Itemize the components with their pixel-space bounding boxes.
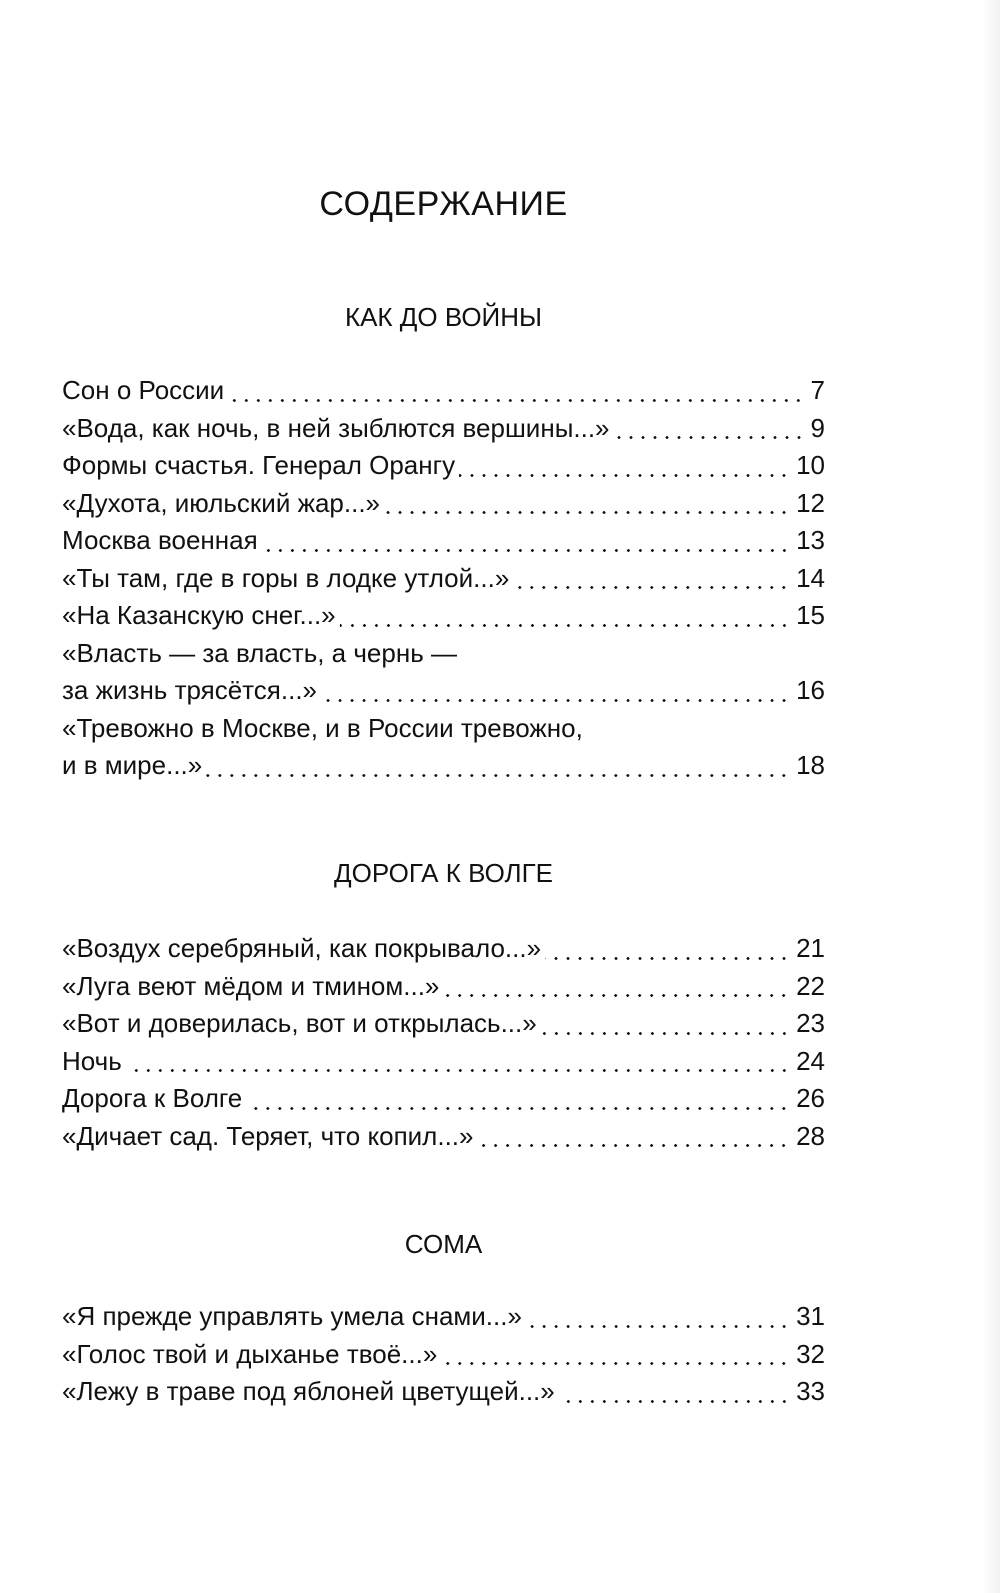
entry-title: Ночь (62, 1045, 122, 1076)
entry-title: Москва военная (62, 525, 258, 555)
dot-leader (262, 532, 790, 552)
entry-title: Формы счастья. Генерал Орангу (62, 450, 456, 480)
entry-page-number: 10 (796, 450, 825, 480)
toc-entry (62, 1336, 825, 1374)
dot-leader (441, 1345, 790, 1365)
section-heading-1: КАК ДО ВОЙНЫ (344, 302, 543, 332)
entry-title: «Воздух серебряный, как покрывало...» (62, 933, 542, 963)
entry-title: Сон о России (62, 375, 225, 405)
dot-leader (321, 682, 790, 702)
entry-page-number: 22 (796, 970, 825, 1001)
entry-page-number: 18 (796, 750, 825, 780)
toc-entry (62, 1080, 825, 1118)
section-heading-3: СОМА (404, 1229, 483, 1259)
dot-leader (541, 1015, 790, 1035)
dot-leader (459, 457, 790, 477)
entry-page-number: 33 (796, 1376, 825, 1406)
dot-leader (246, 1090, 790, 1110)
dot-leader (206, 757, 790, 777)
toc-entry (62, 560, 825, 598)
toc-entry (62, 968, 825, 1006)
entry-title: «Дичает сад. Теряет, что копил...» (62, 1120, 474, 1151)
dot-leader (228, 382, 804, 402)
toc-entry (62, 410, 825, 448)
entry-last-line (62, 672, 825, 710)
page-title: СОДЕРЖАНИЕ (319, 185, 568, 223)
toc-entry (62, 1005, 825, 1043)
entry-title: «Луга веют мёдом и тмином...» (62, 970, 440, 1001)
toc-entry (62, 930, 825, 968)
toc-entry (62, 485, 825, 523)
toc-entry (62, 1373, 825, 1411)
entry-page-number: 16 (796, 675, 825, 705)
entry-title-line-2: и в мире...» (62, 750, 203, 780)
entry-title-line-1: «Тревожно в Москве, и в России тревожно, (62, 712, 583, 743)
entry-title: «Ты там, где в горы в лодке утлой...» (62, 562, 510, 593)
toc-entry-multiline (62, 710, 825, 785)
entry-title: «Лежу в траве под яблоней цветущей...» (62, 1376, 555, 1406)
entry-page-number: 9 (810, 412, 825, 443)
section-heading-2: ДОРОГА К ВОЛГЕ (334, 858, 553, 888)
entry-title: «На Казанскую снег...» (62, 600, 336, 630)
entry-title-line-2: за жизнь трясётся...» (62, 675, 318, 705)
toc-entry-multiline (62, 635, 825, 710)
section-3-entries (62, 1298, 825, 1411)
entry-page-number: 26 (796, 1083, 825, 1113)
entry-page-number: 12 (796, 487, 825, 518)
entry-page-number: 7 (810, 375, 825, 405)
dot-leader (477, 1127, 790, 1147)
toc-entry (62, 522, 825, 560)
entry-page-number: 24 (796, 1045, 825, 1076)
toc-entry (62, 1118, 825, 1156)
entry-page-number: 15 (796, 600, 825, 630)
entry-page-number: 21 (796, 933, 825, 963)
toc-entry (62, 372, 825, 410)
dot-leader (443, 977, 790, 997)
dot-leader (126, 1052, 790, 1072)
toc-entry (62, 447, 825, 485)
dot-leader (384, 494, 790, 514)
entry-page-number: 31 (796, 1301, 825, 1331)
entry-page-number: 13 (796, 525, 825, 555)
dot-leader (614, 419, 805, 439)
dot-leader (513, 569, 790, 589)
toc-entry (62, 1298, 825, 1336)
entry-page-number: 23 (796, 1008, 825, 1038)
dot-leader (545, 940, 790, 960)
entry-page-number: 14 (796, 562, 825, 593)
toc-entry (62, 597, 825, 635)
toc-entry (62, 1043, 825, 1081)
entry-title: «Я прежде управлять умела снами...» (62, 1301, 522, 1331)
entry-title: «Вода, как ночь, в ней зыблются вершины...» (62, 412, 610, 443)
entry-title: «Вот и доверилась, вот и открылась...» (62, 1008, 537, 1038)
page-edge-shadow (982, 0, 1000, 1593)
dot-leader (526, 1308, 790, 1328)
entry-title: Дорога к Волге (62, 1083, 243, 1113)
dot-leader (340, 607, 790, 627)
entry-page-number: 32 (796, 1338, 825, 1369)
entry-last-line (62, 747, 825, 785)
entry-title: «Голос твой и дыханье твоё...» (62, 1338, 438, 1369)
dot-leader (559, 1383, 790, 1403)
section-2-entries (62, 930, 825, 1155)
entry-page-number: 28 (796, 1120, 825, 1151)
section-1-entries (62, 372, 825, 785)
entry-title-line-1: «Власть — за власть, а чернь — (62, 637, 457, 668)
entry-title: «Духота, июльский жар...» (62, 487, 381, 518)
